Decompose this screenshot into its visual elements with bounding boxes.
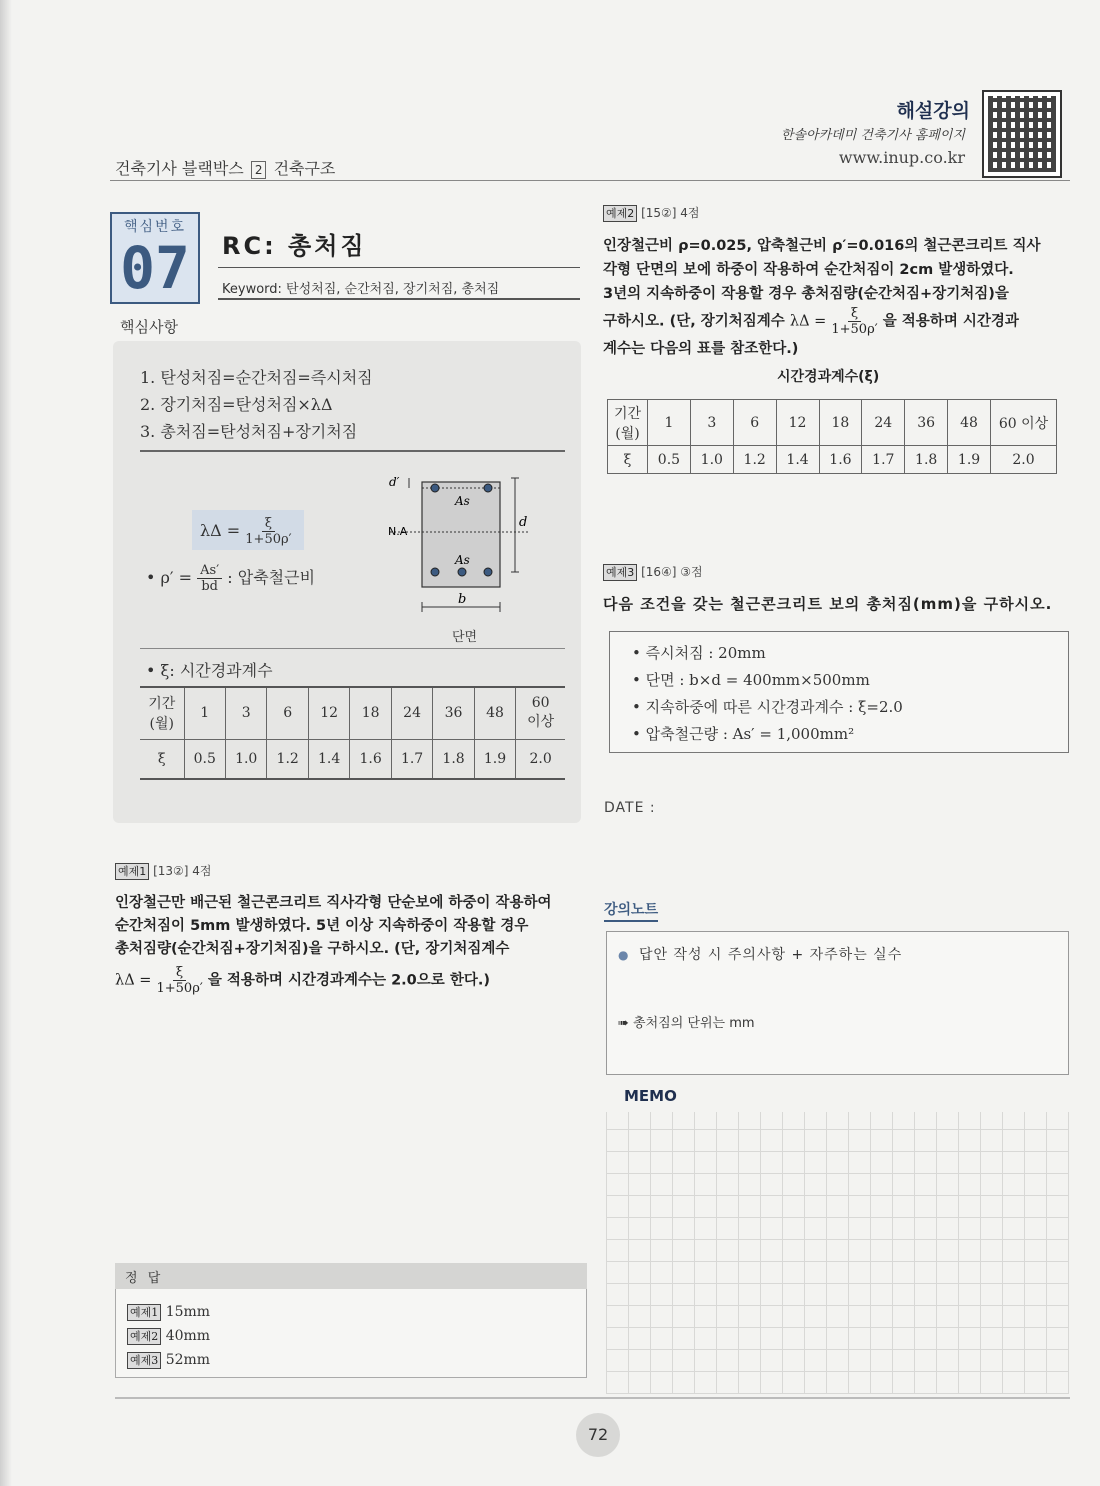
table-cell: 0.5 — [648, 446, 691, 474]
core-divider-2 — [140, 648, 565, 649]
title-divider — [218, 267, 580, 268]
table-cell: 1.7 — [862, 446, 905, 474]
table-cell: 1.4 — [776, 446, 819, 474]
example1-line: 인장철근만 배근된 철근콘크리트 직사각형 단순보에 하중이 작용하여 — [115, 895, 552, 911]
rebar-bottom-right — [484, 568, 492, 576]
footer-divider — [115, 1397, 1070, 1399]
table-cell: 48 — [948, 400, 991, 446]
table-cell: 2.0 — [991, 446, 1057, 474]
core-list — [140, 364, 373, 445]
example2-line4-suffix: 을 적용하며 시간경과 — [882, 313, 1019, 330]
list-item: • 압축철근량 : As′ = 1,000mm² — [632, 725, 855, 743]
example2-table-title: 시간경과계수(ξ) — [777, 369, 880, 385]
answers-title: 정 답 — [115, 1263, 587, 1289]
example1-lambda-numerator: ξ — [173, 965, 186, 981]
table-cell: 1.6 — [350, 739, 391, 779]
rebar-top-right — [484, 484, 492, 492]
lecture-subtitle: 한솔아카데미 건축기사 홈페이지 — [780, 128, 965, 143]
example1-lambda-lhs: λΔ = — [115, 972, 152, 989]
core-time-table — [140, 686, 565, 780]
example3-tag: 예제3 — [603, 564, 637, 581]
table-row-label: ξ — [608, 446, 648, 474]
example2-line — [603, 306, 1058, 337]
table-cell: 1.8 — [433, 739, 474, 779]
lecture-note-line — [618, 944, 902, 964]
example1-lambda-denominator: 1+50ρ′ — [156, 981, 203, 996]
keywords-divider — [218, 298, 580, 300]
page-number: 72 — [576, 1413, 620, 1457]
lambda-denominator: 1+50ρ′ — [245, 532, 292, 547]
rebar-bottom-left — [431, 568, 439, 576]
example2-line: 3년의 지속하중이 작용할 경우 총처짐량(순간처짐+장기처짐)을 — [603, 286, 1009, 302]
example1-line: 총처짐량(순간처짐+장기처짐)을 구하시오. (단, 장기처짐계수 — [115, 941, 510, 957]
example1-meta: [13②] 4점 — [153, 864, 212, 878]
breadcrumb-volume-number: 2 — [251, 161, 267, 179]
breadcrumb — [115, 156, 335, 179]
table-cell: 60 이상 — [991, 400, 1057, 446]
key-number-box — [110, 212, 200, 304]
beam-section-diagram — [385, 470, 535, 645]
lecture-note-line: ➠ 총처짐의 단위는 mm — [618, 1016, 755, 1031]
xi-label: • ξ: 시간경과계수 — [146, 661, 273, 680]
table-cell: 6 — [267, 687, 308, 739]
list-item — [127, 1348, 210, 1372]
answer-tag: 예제1 — [127, 1304, 161, 1321]
breadcrumb-subject: 건축구조 — [273, 159, 336, 178]
scan-edge-shadow — [0, 0, 12, 1486]
lecture-note-text: 답안 작성 시 주의사항 + 자주하는 실수 — [638, 947, 903, 963]
table-row — [608, 400, 1057, 446]
example2-meta: [15②] 4점 — [641, 206, 700, 220]
lambda-numerator: ξ — [262, 516, 275, 532]
list-item — [127, 1300, 210, 1324]
example1-header — [115, 862, 212, 880]
table-cell: 12 — [308, 687, 349, 739]
table-cell: 18 — [819, 400, 862, 446]
lecture-url[interactable]: www.inup.co.kr — [838, 148, 965, 167]
example1-line-suffix: 을 적용하며 시간경과계수는 2.0으로 한다.) — [207, 972, 490, 989]
table-row — [608, 446, 1057, 474]
key-number: 07 — [120, 234, 190, 302]
rho-numerator: As′ — [197, 563, 222, 579]
example3-meta: [16④] ③점 — [641, 565, 703, 579]
example1-body — [115, 892, 575, 996]
memo-label: MEMO — [624, 1087, 677, 1105]
bullet-circle-icon: ● — [618, 948, 630, 962]
example3-conditions — [609, 631, 1069, 753]
list-item: • 지속하중에 따른 시간경과계수 : ξ=2.0 — [632, 698, 903, 716]
table-cell: 18 — [350, 687, 391, 739]
answers-list — [127, 1300, 210, 1372]
rebar-top-left — [431, 484, 439, 492]
example2-line4-prefix: 구하시오. (단, 장기처짐계수 — [603, 313, 785, 330]
rho-fraction — [197, 563, 222, 594]
table-cell: 1.8 — [905, 446, 948, 474]
core-item: 1. 탄성처짐=순간처짐=즉시처짐 — [140, 368, 373, 387]
list-item: • 단면 : b×d = 400mm×500mm — [632, 671, 870, 689]
example2-line: 각형 단면의 보에 하중이 작용하여 순간처짐이 2cm 발생하였다. — [603, 262, 1014, 278]
lecture-note-title: 강의노트 — [604, 899, 658, 922]
example2-lambda-denominator: 1+50ρ′ — [831, 322, 878, 337]
label-b: b — [458, 592, 467, 607]
core-item: 3. 총처짐=탄성처짐+장기처짐 — [140, 422, 358, 441]
example1-tag: 예제1 — [115, 863, 149, 880]
example2-lambda-numerator: ξ — [848, 306, 861, 322]
table-cell: 3 — [690, 400, 733, 446]
example2-tag: 예제2 — [603, 205, 637, 222]
example1-line: 순간처짐이 5mm 발생하였다. 5년 이상 지속하중이 작용할 경우 — [115, 918, 529, 934]
table-cell: 1.0 — [225, 739, 266, 779]
table-cell: 1 — [648, 400, 691, 446]
example3-body: 다음 조건을 갖는 철근콘크리트 보의 총처짐(mm)을 구하시오. — [603, 595, 1053, 613]
table-cell: 60 이상 — [516, 687, 565, 739]
table-cell: 0.5 — [184, 739, 225, 779]
core-section-label: 핵심사항 — [120, 318, 178, 336]
label-d-prime: d′ — [389, 475, 400, 489]
qr-code-icon[interactable] — [982, 90, 1062, 178]
example3-header — [603, 563, 703, 581]
answer-value: 40mm — [165, 1328, 211, 1344]
example2-line: 계수는 다음의 표를 참조한다.) — [603, 341, 799, 357]
page-title: RC: 총처짐 — [222, 232, 367, 260]
list-item: • 즉시처짐 : 20mm — [632, 644, 766, 662]
example2-lambda-lhs: λΔ = — [789, 313, 827, 330]
rho-description: : 압축철근비 — [227, 568, 316, 587]
date-label: DATE : — [604, 800, 656, 816]
table-cell: 12 — [776, 400, 819, 446]
lecture-title: 해설강의 — [896, 100, 970, 122]
table-cell: 36 — [433, 687, 474, 739]
table-row — [140, 687, 565, 739]
table-header-label: 기간 (월) — [608, 400, 648, 446]
answer-value: 52mm — [165, 1352, 211, 1368]
table-cell: 1.9 — [948, 446, 991, 474]
core-divider — [140, 450, 565, 452]
table-cell: 24 — [862, 400, 905, 446]
lambda-fraction — [245, 516, 291, 547]
table-cell: 1 — [184, 687, 225, 739]
label-as-bottom: As — [455, 553, 470, 567]
table-cell: 2.0 — [516, 739, 565, 779]
rho-denominator: bd — [201, 579, 218, 594]
label-d: d — [519, 515, 528, 530]
rho-lhs: • ρ′ = — [146, 568, 193, 587]
example2-lambda-fraction — [831, 306, 877, 337]
rho-formula — [146, 563, 315, 594]
answer-value: 15mm — [165, 1304, 211, 1320]
example2-time-table — [607, 399, 1057, 474]
example1-lambda-fraction — [156, 965, 202, 996]
answer-tag: 예제3 — [127, 1352, 161, 1369]
keywords: Keyword: 탄성처짐, 순간처짐, 장기처짐, 총처짐 — [222, 282, 500, 297]
table-cell: 48 — [474, 687, 515, 739]
table-cell: 1.7 — [391, 739, 432, 779]
table-cell: 6 — [733, 400, 776, 446]
label-as-top: As — [455, 494, 470, 508]
table-cell: 1.6 — [819, 446, 862, 474]
table-cell: 1.4 — [308, 739, 349, 779]
table-cell: 24 — [391, 687, 432, 739]
table-cell: 36 — [905, 400, 948, 446]
table-cell: 1.9 — [474, 739, 515, 779]
table-row-label: ξ — [140, 739, 184, 779]
beam-caption: 단면 — [452, 630, 478, 645]
memo-grid[interactable] — [606, 1112, 1069, 1394]
rebar-bottom-mid — [458, 568, 466, 576]
lambda-lhs: λΔ = — [200, 521, 241, 540]
list-item — [127, 1324, 210, 1348]
example2-body — [603, 234, 1058, 361]
answer-tag: 예제2 — [127, 1328, 161, 1345]
example2-header — [603, 204, 700, 222]
core-item: 2. 장기처짐=탄성처짐×λΔ — [140, 395, 333, 414]
example1-line — [115, 965, 575, 996]
table-header-label: 기간 (월) — [140, 687, 184, 739]
table-row — [140, 739, 565, 779]
lambda-formula — [192, 510, 304, 550]
table-cell: 1.2 — [733, 446, 776, 474]
header-divider — [110, 180, 1070, 181]
table-cell: 1.2 — [267, 739, 308, 779]
breadcrumb-book: 건축기사 블랙박스 — [115, 159, 244, 178]
example2-line: 인장철근비 ρ=0.025, 압축철근비 ρ′=0.016의 철근콘크리트 직사 — [603, 238, 1041, 254]
key-number-label: 핵심번호 — [123, 219, 187, 235]
label-neutral-axis: N.A — [388, 525, 408, 538]
table-cell: 1.0 — [690, 446, 733, 474]
table-cell: 3 — [225, 687, 266, 739]
